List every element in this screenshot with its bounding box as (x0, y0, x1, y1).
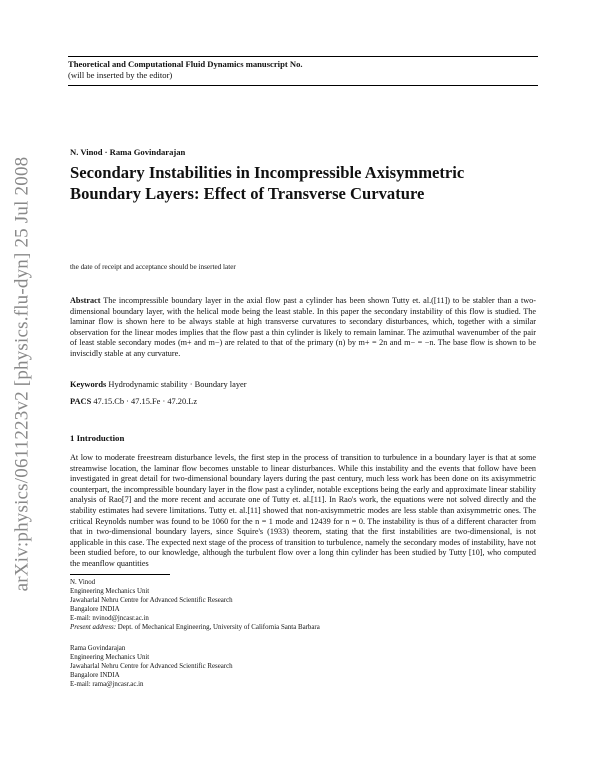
affiliation-name: Rama Govindarajan (70, 645, 126, 652)
paper-title-line-1: Secondary Instabilities in Incompressible Axisymmetric (70, 163, 465, 182)
keywords-line (70, 380, 247, 389)
affiliation-email: E-mail: rama@jncasr.ac.in (70, 681, 144, 689)
affiliation-govindarajan (70, 644, 536, 689)
affiliation-unit: Engineering Mechanics Unit (70, 588, 150, 596)
pacs-line (70, 397, 197, 406)
journal-name: Theoretical and Computational Fluid Dynamics manuscript No. (68, 59, 303, 69)
abstract-text: The incompressible boundary layer in the axial flow past a cylinder has been shown Tutty et. al.([11]) to be stabler than a two-dimensional boundary layer, with the helical mode being the least stable. In this paper the secondary instability of this flow is studied. The laminar flow is shown here to be always stable at high transverse curvatures to secondary disturbances, which, together with a similar observation for the linear modes implies that the flow past a thin cylinder is likely to remain laminar. The azimuthal wavenumber of the pair of least stable secondary modes (m+ and m−) are related to that of the primary (n) by m+ = 2n and m− = −n. The base flow is shown to be inviscidly stable at any curvature. (70, 296, 536, 358)
pacs-text: 47.15.Cb · 47.15.Fe · 47.20.Lz (93, 397, 198, 406)
present-address-text: Dept. of Mechanical Engineering, University of California Santa Barbara (117, 624, 320, 632)
arxiv-stamp-text: arXiv:physics/0611223v2 [physics.flu-dyn] 25 Jul 2008 (11, 156, 33, 592)
pacs-label: PACS (70, 397, 92, 406)
section-heading-introduction: 1 Introduction (70, 433, 125, 443)
affiliation-city: Bangalore INDIA (70, 606, 120, 614)
paper-title (70, 163, 530, 204)
keywords-label: Keywords (70, 380, 107, 389)
journal-note: (will be inserted by the editor) (68, 69, 173, 80)
footnote-divider (70, 574, 170, 575)
affiliation-email: E-mail: nvinod@jncasr.ac.in (70, 615, 149, 623)
affiliation-name: N. Vinod (70, 579, 96, 586)
journal-header-box (68, 56, 538, 86)
keywords-text: Hydrodynamic stability · Boundary layer (108, 380, 247, 389)
paper-title-line-2: Boundary Layers: Effect of Transverse Curvature (70, 183, 425, 203)
received-note: the date of receipt and acceptance should be inserted later (70, 263, 236, 271)
affiliation-institute: Jawaharlal Nehru Centre for Advanced Scientific Research (70, 663, 233, 671)
introduction-paragraph: At low to moderate freestream disturbance levels, the first step in the process of transition to turbulence in a boundary layer is that at some streamwise location, the laminar flow becomes unstable to linear disturbances. While this instability and the events that follow have been investigated in great detail for two-dimensional boundary layers during the past century, much less work has been done on its axisymmetric counterpart, the incompressible boundary layer in the flow past a cylinder, notable exceptions being the early and approximate linear stability analysis of Rao[7] and the more recent and accurate one of Tutty et. al.[11]. In Rao's work, the equations were not solved directly and the stability estimates had severe limitations. Tutty et. al.[11] showed that non-axisymmetric modes are less stable than axisymmetric ones. The critical Reynolds number was found to be 1060 for the n = 1 mode and 12439 for n = 0. The instability is thus of a different character from that in two-dimensional boundary layers, since Squire's (1933) theorem, stating that the first instabilities are two-dimensional, is not applicable in this case. The expected next stage of the process of transition to turbulence, namely the secondary modes of instability, have not been studied before, to our knowledge, although the turbulent flow over a long thin cylinder has been studied by Tutty [10], who computed the meanflow quantities (70, 453, 536, 568)
affiliation-unit: Engineering Mechanics Unit (70, 654, 150, 662)
author-list: N. Vinod · Rama Govindarajan (70, 147, 186, 157)
abstract-label: Abstract (70, 296, 101, 305)
arxiv-identifier-stamp (0, 148, 44, 600)
affiliation-vinod (70, 578, 536, 633)
affiliation-present-address (70, 623, 536, 632)
present-address-label: Present address: (70, 624, 116, 632)
affiliation-institute: Jawaharlal Nehru Centre for Advanced Scientific Research (70, 597, 233, 605)
affiliation-city: Bangalore INDIA (70, 672, 120, 680)
abstract-block (70, 296, 536, 359)
